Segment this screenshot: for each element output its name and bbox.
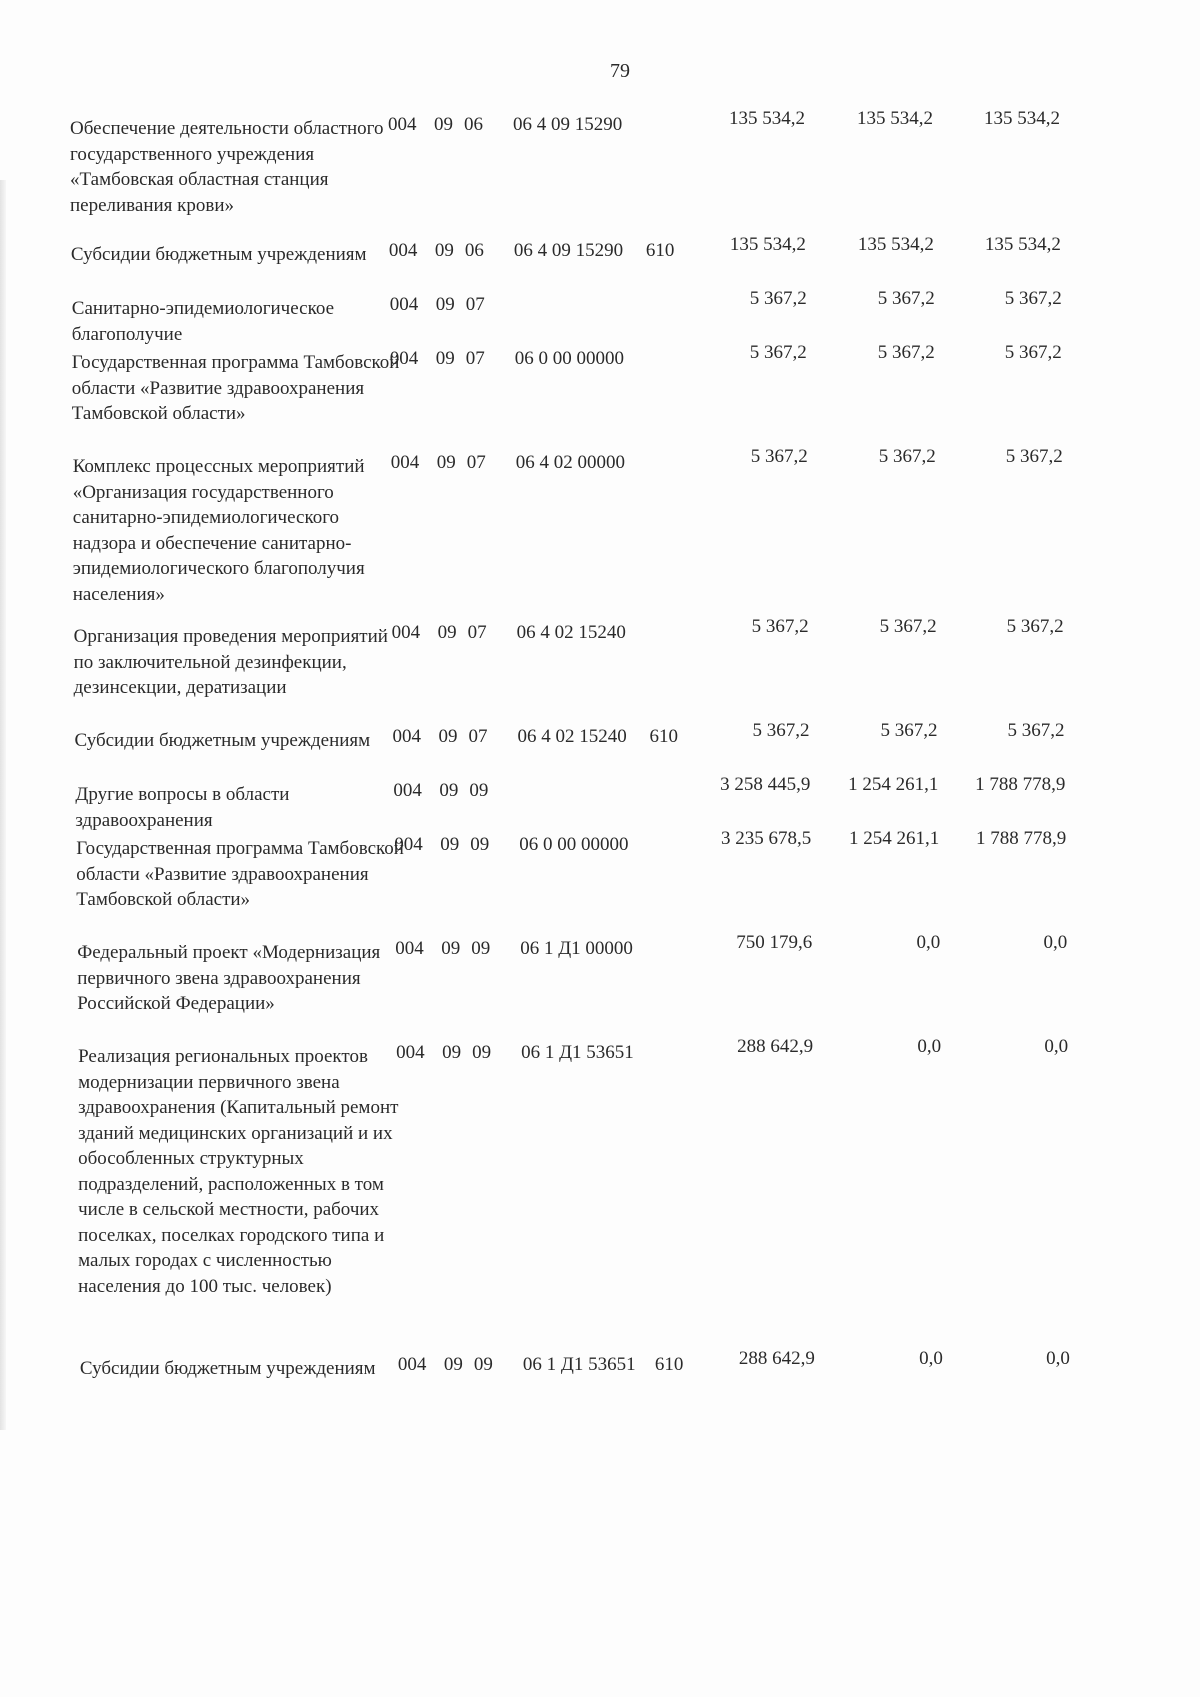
page-number: 79 <box>610 60 630 82</box>
row-section-code: 09 <box>437 622 457 643</box>
row-name: Федеральный проект «Модернизация первичного звена здравоохранения Российской Федерации» <box>77 942 381 1014</box>
row-name: Субсидии бюджетным учреждениям <box>74 730 371 751</box>
row-section-code: 09 <box>441 938 461 959</box>
row-amount-year1: 288 642,9 <box>738 1348 815 1369</box>
row-section-code: 09 <box>434 240 454 261</box>
row-amount-year1: 5 367,2 <box>751 616 809 637</box>
row-subsection-code: 09 <box>470 834 490 855</box>
row-amount-year1: 5 367,2 <box>749 342 807 363</box>
row-subsection-code: 06 <box>464 240 484 261</box>
row-subsection-code: 09 <box>472 1042 492 1063</box>
row-amount-year2: 0,0 <box>917 1036 942 1057</box>
row-amount-year3: 5 367,2 <box>1005 446 1063 467</box>
row-target-article: 06 1 Д1 00000 <box>520 938 633 959</box>
row-name: Комплекс процессных мероприятий «Организация государственного санитарно-эпидемиологического надзора и обеспечение санитарно-эпидемиологического благополучия населения» <box>72 456 365 605</box>
row-ved-code: 004 <box>391 622 421 643</box>
row-target-article: 06 4 02 15240 <box>516 622 626 643</box>
row-amount-year2: 135 534,2 <box>857 234 934 255</box>
row-ved-code: 004 <box>397 1354 427 1375</box>
row-amount-year3: 0,0 <box>1043 932 1068 953</box>
row-amount-year3: 135 534,2 <box>984 234 1061 255</box>
row-subsection-code: 07 <box>465 294 485 315</box>
row-amount-year2: 5 367,2 <box>880 720 938 741</box>
row-target-article: 06 1 Д1 53651 <box>521 1042 634 1063</box>
row-amount-year2: 135 534,2 <box>857 108 933 129</box>
row-subsection-code: 09 <box>469 780 489 801</box>
row-target-article: 06 0 00 00000 <box>514 348 625 369</box>
row-amount-year2: 5 367,2 <box>877 342 935 363</box>
row-ved-code: 004 <box>393 780 422 801</box>
row-amount-year2: 1 254 261,1 <box>849 828 940 849</box>
row-name: Организация проведения мероприятий по заключительной дезинфекции, дезинсекции, дератизации <box>73 626 388 698</box>
row-expense-type: 610 <box>645 240 675 261</box>
row-amount-year2: 5 367,2 <box>878 446 936 467</box>
row-expense-type: 610 <box>654 1354 684 1375</box>
row-amount-year1: 135 534,2 <box>729 108 805 129</box>
row-subsection-code: 09 <box>471 938 491 959</box>
row-name: Субсидии бюджетным учреждениям <box>70 244 367 265</box>
row-ved-code: 004 <box>392 726 421 747</box>
row-section-code: 09 <box>442 1042 462 1063</box>
row-target-article: 06 4 09 15290 <box>513 114 623 135</box>
row-subsection-code: 07 <box>465 348 485 369</box>
row-amount-year1: 5 367,2 <box>750 446 808 467</box>
row-amount-year3: 0,0 <box>1044 1036 1069 1057</box>
row-section-code: 09 <box>443 1354 463 1375</box>
row-section-code: 09 <box>435 294 455 315</box>
row-amount-year1: 3 235 678,5 <box>721 828 812 849</box>
row-target-article: 06 4 02 00000 <box>515 452 625 473</box>
row-ved-code: 004 <box>388 114 417 135</box>
row-amount-year3: 1 788 778,9 <box>975 774 1066 795</box>
row-name: Санитарно-эпидемиологическое благополучие <box>71 298 335 345</box>
row-section-code: 09 <box>440 834 460 855</box>
row-amount-year1: 750 179,6 <box>736 932 813 953</box>
row-amount-year2: 1 254 261,1 <box>848 774 939 795</box>
row-name: Государственная программа Тамбовской области «Развитие здравоохранения Тамбовской области» <box>76 838 404 910</box>
row-subsection-code: 07 <box>466 452 486 473</box>
row-amount-year1: 135 534,2 <box>729 234 806 255</box>
row-ved-code: 004 <box>389 294 419 315</box>
row-name: Реализация региональных проектов модернизации первичного звена здравоохранения (Капитальный ремонт зданий медицинских организаций и их обособленных структурных подразделений, расположенных в том числе в сельской местности, рабочих поселках, поселках городского типа и малых городах с численностью населения до 100 тыс. человек) <box>78 1046 399 1297</box>
row-name: Субсидии бюджетным учреждениям <box>79 1358 376 1379</box>
row-ved-code: 004 <box>388 240 418 261</box>
row-amount-year2: 5 367,2 <box>879 616 937 637</box>
row-ved-code: 004 <box>389 348 419 369</box>
row-amount-year2: 0,0 <box>919 1348 943 1369</box>
row-amount-year2: 0,0 <box>916 932 941 953</box>
row-section-code: 09 <box>439 780 459 801</box>
row-target-article: 06 4 02 15240 <box>517 726 627 747</box>
row-expense-type: 610 <box>649 726 678 747</box>
row-amount-year1: 5 367,2 <box>752 720 810 741</box>
row-section-code: 09 <box>435 348 455 369</box>
row-name: Другие вопросы в области здравоохранения <box>75 784 290 831</box>
row-ved-code: 004 <box>395 938 424 959</box>
row-amount-year3: 1 788 778,9 <box>976 828 1067 849</box>
row-subsection-code: 07 <box>468 726 488 747</box>
row-amount-year1: 3 258 445,9 <box>720 774 811 795</box>
row-amount-year3: 135 534,2 <box>984 108 1060 129</box>
row-amount-year3: 0,0 <box>1046 1348 1070 1369</box>
row-section-code: 09 <box>438 726 458 747</box>
row-name: Государственная программа Тамбовской области «Развитие здравоохранения Тамбовской области» <box>71 352 400 424</box>
row-name: Обеспечение деятельности областного государственного учреждения «Тамбовская областная станция переливания крови» <box>70 118 384 216</box>
row-subsection-code: 06 <box>464 114 483 135</box>
row-amount-year3: 5 367,2 <box>1004 342 1062 363</box>
row-ved-code: 004 <box>396 1042 425 1063</box>
row-amount-year3: 5 367,2 <box>1006 616 1064 637</box>
row-target-article: 06 0 00 00000 <box>519 834 629 855</box>
row-target-article: 06 1 Д1 53651 <box>522 1354 636 1375</box>
row-section-code: 09 <box>436 452 456 473</box>
row-ved-code: 004 <box>394 834 423 855</box>
row-amount-year3: 5 367,2 <box>1004 288 1062 309</box>
row-ved-code: 004 <box>390 452 420 473</box>
row-amount-year1: 288 642,9 <box>737 1036 814 1057</box>
row-section-code: 09 <box>434 114 453 135</box>
row-subsection-code: 07 <box>467 622 487 643</box>
row-subsection-code: 09 <box>473 1354 493 1375</box>
row-amount-year1: 5 367,2 <box>749 288 807 309</box>
row-target-article: 06 4 09 15290 <box>513 240 624 261</box>
row-amount-year3: 5 367,2 <box>1007 720 1065 741</box>
row-amount-year2: 5 367,2 <box>877 288 935 309</box>
